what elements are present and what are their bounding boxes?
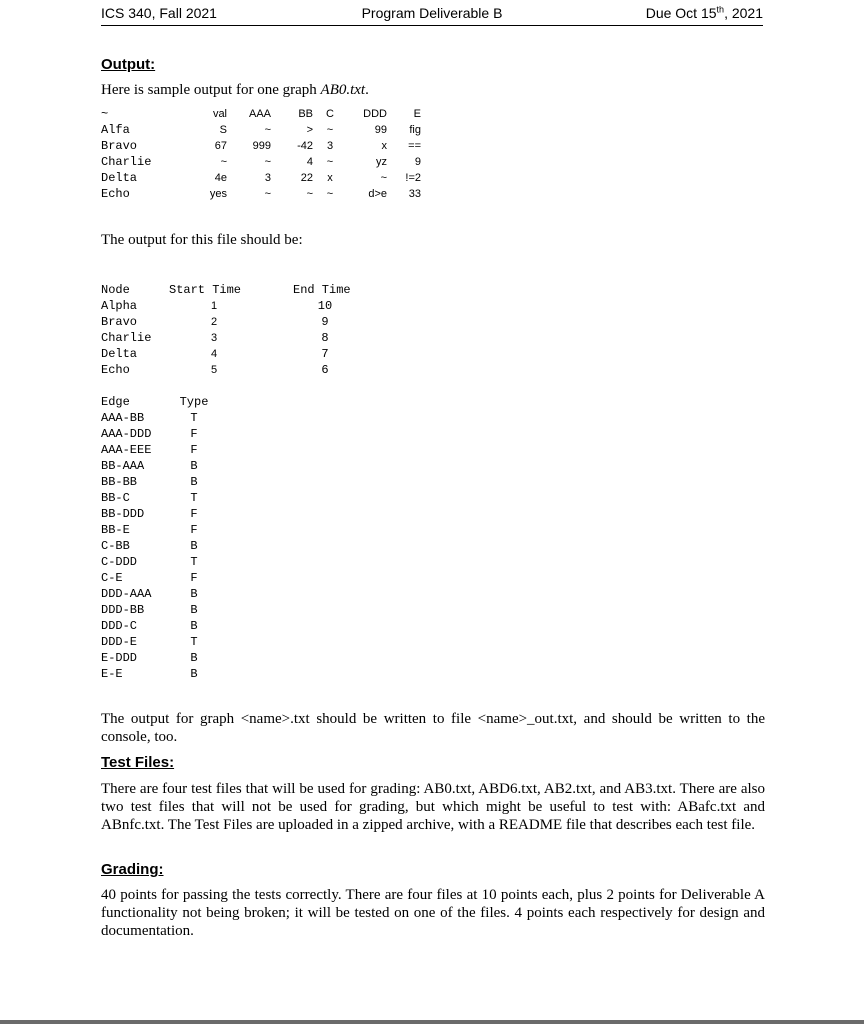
edge-name-cell: E-DDD: [101, 651, 138, 665]
times-end-cell: 9: [321, 315, 329, 329]
times-header-cell: End Time: [293, 283, 351, 297]
sample-cell: 3: [264, 172, 271, 184]
sample-cell: 4: [306, 156, 313, 168]
times-end-cell: 10: [317, 299, 333, 313]
grading-text: 40 points for passing the tests correctly. There are four files at 10 points each, plus 2 points for Deliverable A functionality not being broken; it will be tested on one of the files. 4 points each respectively for design and documentation.: [101, 887, 765, 939]
times-spacer: [259, 362, 293, 378]
sample-header-cell: BB: [298, 108, 313, 120]
sample-header-cell: val: [212, 108, 227, 120]
edge-name-cell: BB-E: [101, 523, 130, 537]
edges-header-cell: Edge: [101, 395, 130, 409]
sample-cell: fig: [409, 124, 421, 136]
sample-cell: ~: [326, 124, 334, 136]
times-start-cell: 2: [210, 316, 218, 328]
edge-type-cell: T: [190, 555, 198, 569]
edge-name-cell: DDD-E: [101, 635, 138, 649]
sample-cell: Echo: [101, 187, 130, 201]
times-node-cell: Delta: [101, 347, 138, 361]
times-header-cell: Node: [101, 283, 130, 297]
edge-type-cell: B: [190, 651, 198, 665]
page-header: [101, 5, 763, 26]
times-start-cell: 5: [210, 364, 218, 376]
sample-cell: >: [306, 124, 313, 136]
times-end-cell: 7: [321, 347, 329, 361]
times-node-cell: Bravo: [101, 315, 138, 329]
times-node-cell: Echo: [101, 363, 130, 377]
times-spacer: [259, 282, 293, 298]
sample-cell: 3: [326, 140, 334, 152]
edge-name-cell: BB-DDD: [101, 507, 145, 521]
edge-type-cell: F: [190, 443, 198, 457]
output-destination-text: The output for graph <name>.txt should be written to file <name>_out.txt, and should be written to the console, too.: [101, 711, 765, 745]
course-label: ICS 340, Fall 2021: [101, 5, 217, 21]
sample-cell: Bravo: [101, 139, 138, 153]
edge-name-cell: C-E: [101, 571, 123, 585]
sample-cell: yz: [376, 156, 387, 168]
edge-name-cell: AAA-DDD: [101, 427, 152, 441]
times-start-cell: 1: [210, 300, 218, 312]
test-files-heading: Test Files:: [101, 754, 175, 771]
sample-cell: ~: [380, 172, 387, 184]
sample-cell: ~: [326, 156, 334, 168]
sample-cell: ~: [220, 156, 227, 168]
sample-cell: yes: [209, 188, 227, 200]
sample-cell: 22: [300, 172, 313, 184]
sample-input-table: [101, 106, 421, 202]
output-heading: Output:: [101, 56, 156, 73]
grading-heading: Grading:: [101, 861, 164, 878]
times-end-cell: 6: [321, 363, 329, 377]
times-end-cell: 8: [321, 331, 329, 345]
edge-name-cell: C-BB: [101, 539, 130, 553]
sample-cell: ~: [264, 188, 271, 200]
edge-name-cell: BB-AAA: [101, 459, 145, 473]
sample-cell: Alfa: [101, 123, 130, 137]
edge-type-cell: B: [190, 475, 198, 489]
sample-cell: -42: [297, 140, 313, 152]
sample-cell: 67: [214, 140, 227, 152]
edge-type-cell: B: [190, 667, 198, 681]
sample-cell: ~: [264, 156, 271, 168]
edge-name-cell: BB-BB: [101, 475, 138, 489]
times-header-cell: Start Time: [169, 283, 242, 297]
edge-name-cell: AAA-EEE: [101, 443, 152, 457]
times-start-cell: 4: [210, 348, 218, 360]
edge-type-cell: B: [190, 539, 198, 553]
edge-type-cell: B: [190, 619, 198, 633]
times-node-cell: Charlie: [101, 331, 152, 345]
sample-cell: x: [327, 172, 333, 184]
edge-name-cell: AAA-BB: [101, 411, 145, 425]
edge-types-table: [101, 394, 215, 682]
edge-type-cell: T: [190, 635, 198, 649]
sample-header-cell: ~: [101, 107, 109, 121]
sample-cell: 4e: [214, 172, 227, 184]
edge-type-cell: F: [190, 427, 198, 441]
times-spacer: [259, 314, 293, 330]
sample-cell: ~: [326, 188, 334, 200]
times-spacer: [259, 330, 293, 346]
edge-type-cell: B: [190, 459, 198, 473]
sample-cell: Delta: [101, 171, 138, 185]
times-node-cell: Alpha: [101, 299, 138, 313]
sample-intro: Here is sample output for one graph AB0.txt.: [101, 82, 369, 98]
sample-header-cell: DDD: [363, 108, 387, 120]
test-files-text: There are four test files that will be used for grading: AB0.txt, ABD6.txt, AB2.txt, and AB3.txt. There are also two test files that will not be used for grading, but which might be useful to test with: ABafc.txt and ABnfc.txt. The Test Files are uploaded in a zipped archive, with a README file that describes each test file.: [101, 781, 765, 833]
edge-name-cell: BB-C: [101, 491, 130, 505]
edge-type-cell: B: [190, 603, 198, 617]
sample-cell: ~: [264, 124, 271, 136]
sample-cell: !=2: [405, 172, 421, 184]
edge-name-cell: DDD-C: [101, 619, 138, 633]
node-times-table: [101, 282, 357, 378]
sample-cell: 33: [408, 188, 421, 200]
should-be-text: The output for this file should be:: [101, 232, 303, 248]
sample-header-cell: AAA: [248, 108, 271, 120]
sample-cell: x: [381, 140, 387, 152]
edge-name-cell: C-DDD: [101, 555, 138, 569]
edge-type-cell: T: [190, 411, 198, 425]
sample-header-cell: E: [413, 108, 421, 120]
sample-cell: 99: [374, 124, 387, 136]
edge-name-cell: E-E: [101, 667, 123, 681]
page-bottom-edge: [0, 1020, 864, 1024]
edge-type-cell: F: [190, 523, 198, 537]
sample-cell: ~: [306, 188, 313, 200]
edge-type-cell: F: [190, 507, 198, 521]
edge-name-cell: DDD-AAA: [101, 587, 152, 601]
edge-type-cell: B: [190, 587, 198, 601]
edge-name-cell: DDD-BB: [101, 603, 145, 617]
sample-cell: 9: [414, 156, 421, 168]
edge-type-cell: F: [190, 571, 198, 585]
times-spacer: [259, 298, 293, 314]
sample-cell: S: [219, 124, 227, 136]
sample-cell: ==: [408, 140, 421, 152]
sample-cell: 999: [252, 140, 271, 152]
edges-header-cell: Type: [179, 395, 209, 409]
times-spacer: [259, 346, 293, 362]
due-date: Due Oct 15th, 2021: [645, 4, 763, 21]
times-start-cell: 3: [210, 332, 218, 344]
sample-cell: Charlie: [101, 155, 152, 169]
sample-header-cell: C: [326, 108, 334, 120]
deliverable-title: Program Deliverable B: [361, 5, 503, 21]
sample-cell: d>e: [368, 188, 387, 200]
edge-type-cell: T: [190, 491, 198, 505]
